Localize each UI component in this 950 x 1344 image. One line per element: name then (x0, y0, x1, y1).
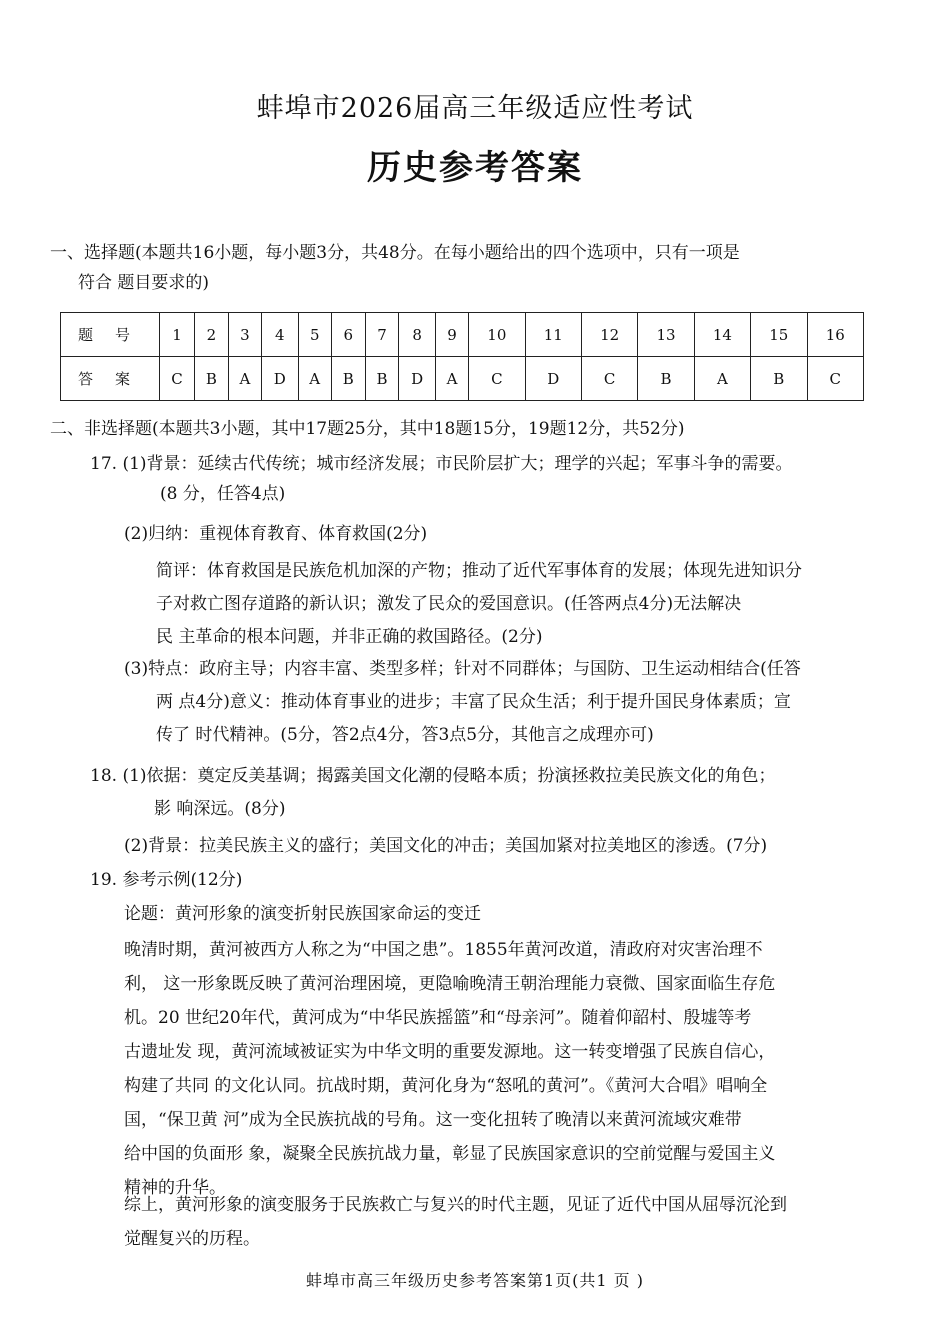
q19-body-line: 精神的升华。 (124, 1178, 226, 1198)
row-label-question: 题号 (61, 313, 160, 357)
q-number: 9 (435, 313, 468, 357)
exam-title: 蚌埠市2026届高三年级适应性考试 (256, 93, 694, 124)
q-number: 1 (160, 313, 195, 357)
q19-body-line: 给中国的负面形 象，凝聚全民族抗战力量，彰显了民族国家意识的空前觉醒与爱国主义 (124, 1144, 776, 1164)
answer-cell: D (399, 357, 436, 401)
q19-body-line: 国，“保卫黄 河”成为全民族抗战的号角。这一变化扭转了晚清以来黄河流域灾难带 (124, 1110, 742, 1130)
answer-cell: D (525, 357, 581, 401)
answer-cell: A (228, 357, 261, 401)
q-number: 8 (399, 313, 436, 357)
q19-body-line: 机。20 世纪20年代，黄河成为“中华民族摇篮”和“母亲河”。随着仰韶村、殷墟等考 (124, 1008, 752, 1028)
answer-cell: D (262, 357, 299, 401)
answer-cell: C (469, 357, 525, 401)
q-number: 2 (195, 313, 229, 357)
section1-line2: 符合 题目要求的) (78, 273, 210, 293)
q18-part2: (2)背景：拉美民族主义的盛行；美国文化的冲击；美国加紧对拉美地区的渗透。(7分) (124, 836, 768, 856)
q17-part1-line2: (8 分，任答4点) (160, 484, 286, 504)
answer-cell: C (807, 357, 864, 401)
row-label-answer: 答案 (61, 357, 160, 401)
answer-cell: A (298, 357, 331, 401)
page-footer: 蚌埠市高三年级历史参考答案第1页(共1 页 ) (305, 1271, 645, 1290)
q-number: 16 (807, 313, 864, 357)
q-number: 15 (751, 313, 807, 357)
q19-conclusion (124, 1188, 894, 1256)
answer-cell: A (694, 357, 750, 401)
answer-cell: C (581, 357, 637, 401)
q17-part2-line1: (2)归纳：重视体育教育、体育救国(2分) (124, 524, 428, 544)
q-number: 13 (638, 313, 694, 357)
answer-cell: B (331, 357, 365, 401)
q17-part2 (124, 518, 894, 654)
section1-line1: 一、选择题(本题共16小题，每小题3分，共48分。在每小题给出的四个选项中，只有一项是 (50, 243, 740, 263)
answer-row (61, 357, 864, 401)
q19-conclusion-line: 综上，黄河形象的演变服务于民族救亡与复兴的时代主题，见证了近代中国从屈辱沉沦到 (124, 1195, 787, 1215)
answer-table (60, 312, 864, 401)
q19-conclusion-line: 觉醒复兴的历程。 (124, 1229, 260, 1249)
q17-part1 (90, 448, 900, 511)
q-number: 6 (331, 313, 365, 357)
q19-heading: 19. 参考示例(12分) (90, 870, 243, 890)
q19-body-line: 晚清时期，黄河被西方人称之为“中国之患”。1855年黄河改道，清政府对灾害治理不 (124, 940, 763, 960)
q19-body-line: 古遗址发 现，黄河流域被证实为中华文明的重要发源地。这一转变增强了民族自信心， (124, 1042, 776, 1062)
q18-part1-line2: 影 响深远。(8分) (154, 799, 286, 819)
q17-part3-line3: 传了 时代精神。(5分，答2点4分，答3点5分，其他言之成理亦可) (156, 725, 654, 745)
answer-cell: B (638, 357, 694, 401)
q17-part2-line3: 子对救亡图存道路的新认识；激发了民众的爱国意识。(任答两点4分)无法解决 (156, 594, 742, 614)
q19-body (124, 933, 894, 1205)
q-number: 4 (262, 313, 299, 357)
answer-cell: B (751, 357, 807, 401)
q-number: 12 (581, 313, 637, 357)
document-title: 历史参考答案 (367, 148, 583, 188)
q19-body-line: 构建了共同 的文化认同。抗战时期，黄河化身为“怒吼的黄河”。《黄河大合唱》唱响全 (124, 1076, 768, 1096)
q17-part3 (124, 653, 894, 752)
q-number: 7 (365, 313, 399, 357)
q17-part3-line1: (3)特点：政府主导；内容丰富、类型多样；针对不同群体；与国防、卫生运动相结合(任答 (124, 659, 801, 679)
q18-part1 (90, 760, 900, 826)
q19-body-line: 利， 这一形象既反映了黄河治理困境，更隐喻晚清王朝治理能力衰微、国家面临生存危 (124, 974, 776, 994)
q17-part2-line2: 简评：体育救国是民族危机加深的产物；推动了近代军事体育的发展；体现先进知识分 (156, 561, 802, 581)
section2-heading: 二、非选择题(本题共3小题，其中17题25分，其中18题15分，19题12分，共52分) (50, 419, 685, 439)
q-number: 5 (298, 313, 331, 357)
question-number-row (61, 313, 864, 357)
answer-cell: B (365, 357, 399, 401)
q18-part1-line1: 18. (1)依据：奠定反美基调；揭露美国文化潮的侵略本质；扮演拯救拉美民族文化的角色； (90, 766, 776, 786)
answer-cell: B (195, 357, 229, 401)
q-number: 10 (469, 313, 525, 357)
q17-part3-line2: 两 点4分)意义：推动体育事业的进步；丰富了民众生活；利于提升国民身体素质；宣 (156, 692, 791, 712)
q-number: 14 (694, 313, 750, 357)
section1-instructions (50, 238, 910, 298)
answer-cell: C (160, 357, 195, 401)
answer-cell: A (435, 357, 468, 401)
q19-topic: 论题：黄河形象的演变折射民族国家命运的变迁 (124, 904, 481, 924)
q17-part1-line1: 17. (1)背景：延续古代传统；城市经济发展；市民阶层扩大；理学的兴起；军事斗争的需要。 (90, 454, 793, 474)
q-number: 11 (525, 313, 581, 357)
q17-part2-line4: 民 主革命的根本问题，并非正确的救国路径。(2分) (156, 627, 543, 647)
q-number: 3 (228, 313, 261, 357)
